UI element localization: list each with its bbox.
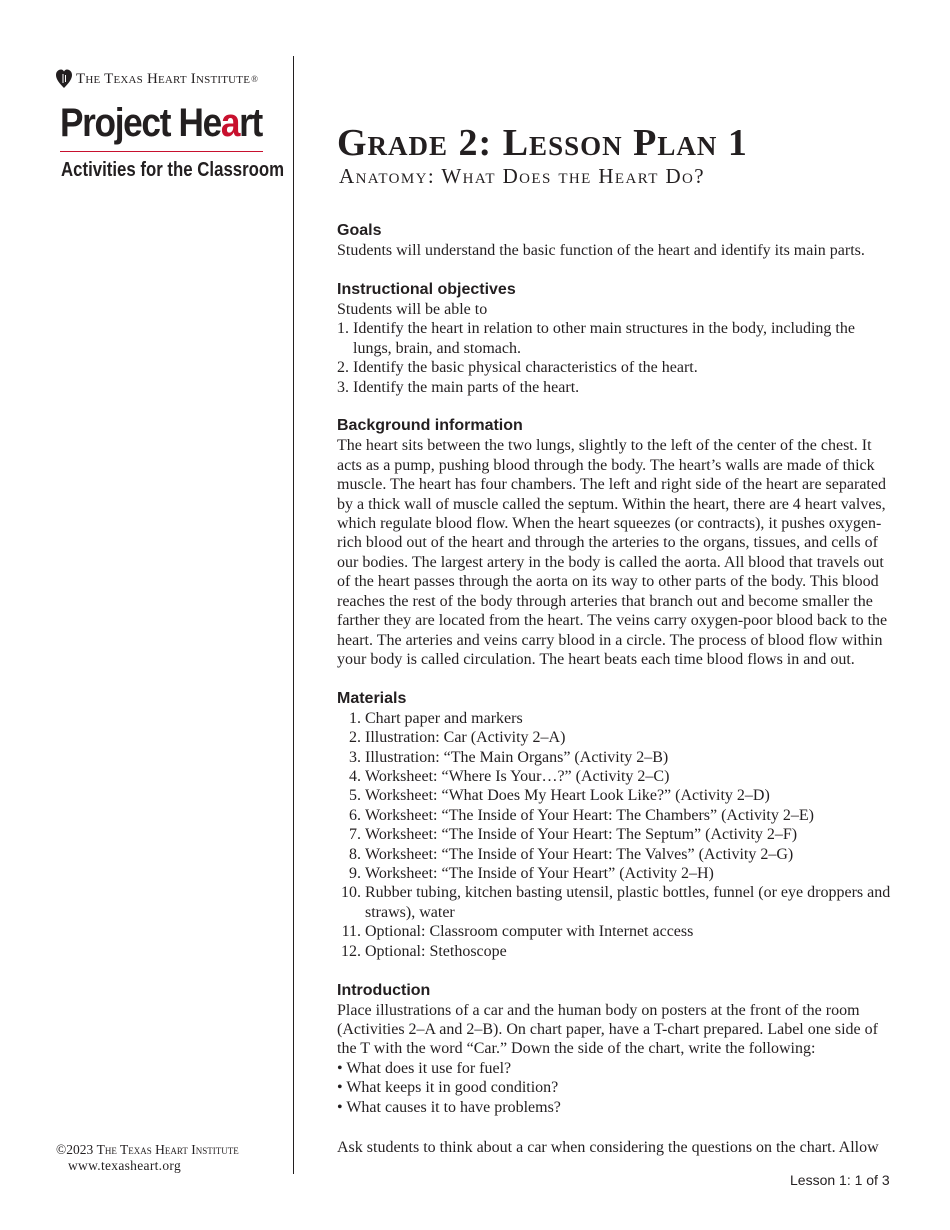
project-title-pre: Project He <box>60 101 221 145</box>
objectives-list <box>337 319 897 397</box>
copyright-name: The Texas Heart Institute <box>96 1142 239 1157</box>
item-number: 12. <box>341 942 361 960</box>
item-number: 3. <box>349 748 361 766</box>
goals-section <box>337 221 897 260</box>
item-number: 4. <box>349 768 361 786</box>
materials-heading: Materials <box>337 689 407 707</box>
objectives-section <box>337 280 897 397</box>
heart-logo-icon <box>56 69 72 89</box>
list-item <box>337 767 897 786</box>
project-title-post: rt <box>239 101 262 145</box>
list-item: • What keeps it in good condition? <box>337 1079 559 1097</box>
item-text: Optional: Stethoscope <box>365 942 507 960</box>
materials-section <box>337 689 897 961</box>
item-number: 7. <box>349 826 361 844</box>
background-text: The heart sits between the two lungs, slightly to the left of the center of the chest. It acts as a pump, pushing blood through the body. The heart’s walls are made of thick muscle. The heart has four chambers. The left and right side of the heart are separated by a thick wall of muscle called the septum. Within the heart, there are 4 heart valves, which regulate blood flow. When the heart squeezes (or contracts), it pushes oxygen-rich blood out of the heart and through the arteries to the organs, tissues, and cells of our bodies. The largest artery in the body is called the aorta. All blood that travels out of the heart passes through the aorta on its way to other parts of the body. This blood reaches the rest of the body through arteries that branch out and become smaller the farther they are located from the heart. The veins carry oxygen-poor blood back to the heart. The arteries and veins carry blood in a circle. The process of blood flow within your body is called circulation. The heart beats each time blood flows in and out. <box>337 437 888 668</box>
sidebar <box>0 0 293 1230</box>
list-item: 3. Identify the main parts of the heart. <box>337 378 580 396</box>
list-item <box>337 748 897 767</box>
item-text: Illustration: “The Main Organs” (Activity 2–B) <box>365 748 669 766</box>
goals-text: Students will understand the basic function of the heart and identify its main parts. <box>337 242 865 259</box>
page-number: Lesson 1: 1 of 3 <box>790 1172 890 1188</box>
item-text: Worksheet: “Where Is Your…?” (Activity 2–C) <box>365 768 670 786</box>
item-text: Illustration: Car (Activity 2–A) <box>365 729 566 747</box>
list-item <box>337 825 897 844</box>
list-item <box>337 864 897 883</box>
list-item: • What does it use for fuel? <box>337 1059 512 1077</box>
lesson-content <box>337 221 897 1137</box>
list-item <box>337 845 897 864</box>
project-heart-subtitle: Activities for the Classroom <box>61 159 285 181</box>
goals-heading: Goals <box>337 222 382 239</box>
list-item: 1. Identify the heart in relation to other main structures in the body, including the lungs, brain, and stomach. <box>337 320 855 357</box>
introduction-bullets <box>337 1059 897 1117</box>
item-number: 9. <box>349 865 361 883</box>
item-text: Worksheet: “The Inside of Your Heart: The Chambers” (Activity 2–E) <box>365 806 814 824</box>
list-item: • What causes it to have problems? <box>337 1098 561 1116</box>
institute-brand <box>56 68 258 90</box>
list-item <box>337 942 897 961</box>
registered-mark: ® <box>251 74 258 84</box>
list-item <box>337 709 897 728</box>
item-text: Worksheet: “The Inside of Your Heart” (Activity 2–H) <box>365 865 714 883</box>
copyright <box>56 1142 239 1158</box>
background-section <box>337 416 897 669</box>
introduction-text: Place illustrations of a car and the human body on posters at the front of the room (Activities 2–A and 2–B). On chart paper, have a T-chart prepared. Label one side of the T with the word “Car.” Down the side of the chart, write the following: <box>337 1001 878 1058</box>
objectives-heading: Instructional objectives <box>337 280 516 298</box>
item-number: 8. <box>349 845 361 863</box>
introduction-section <box>337 981 897 1117</box>
vertical-divider <box>293 56 294 1174</box>
list-item: 2. Identify the basic physical characteristics of the heart. <box>337 359 698 377</box>
item-text: Chart paper and markers <box>365 709 523 727</box>
item-number: 11. <box>341 923 361 941</box>
item-text: Worksheet: “The Inside of Your Heart: The Septum” (Activity 2–F) <box>365 826 798 844</box>
list-item <box>337 883 897 922</box>
item-number: 6. <box>349 806 361 824</box>
title-underline <box>60 151 263 152</box>
project-heart-title <box>60 99 262 147</box>
website-url: www.texasheart.org <box>68 1158 181 1173</box>
item-text: Worksheet: “The Inside of Your Heart: The Valves” (Activity 2–G) <box>365 845 794 863</box>
list-item <box>337 806 897 825</box>
page-title: Grade 2: Lesson Plan 1 <box>337 122 748 164</box>
page-header <box>337 120 902 189</box>
materials-list <box>337 709 897 961</box>
list-item <box>337 786 897 805</box>
list-item <box>337 922 897 941</box>
item-text: Rubber tubing, kitchen basting utensil, plastic bottles, funnel (or eye droppers and straws), water <box>365 884 891 921</box>
copyright-year: ©2023 <box>56 1142 94 1157</box>
item-number: 1. <box>349 709 361 727</box>
background-heading: Background information <box>337 417 523 435</box>
item-text: Optional: Classroom computer with Internet access <box>365 923 694 941</box>
item-number: 10. <box>341 884 361 902</box>
page-subtitle: Anatomy: What Does the Heart Do? <box>339 164 705 188</box>
introduction-continuation: Ask students to think about a car when considering the questions on the chart. Allow <box>337 1139 879 1156</box>
introduction-heading: Introduction <box>337 981 431 999</box>
list-item <box>337 728 897 747</box>
objectives-intro: Students will be able to <box>337 300 488 318</box>
institute-name: The Texas Heart Institute <box>76 70 251 87</box>
project-title-heart-letter: a <box>220 101 240 145</box>
item-number: 2. <box>349 729 361 747</box>
item-text: Worksheet: “What Does My Heart Look Like?” (Activity 2–D) <box>365 787 770 805</box>
item-number: 5. <box>349 787 361 805</box>
